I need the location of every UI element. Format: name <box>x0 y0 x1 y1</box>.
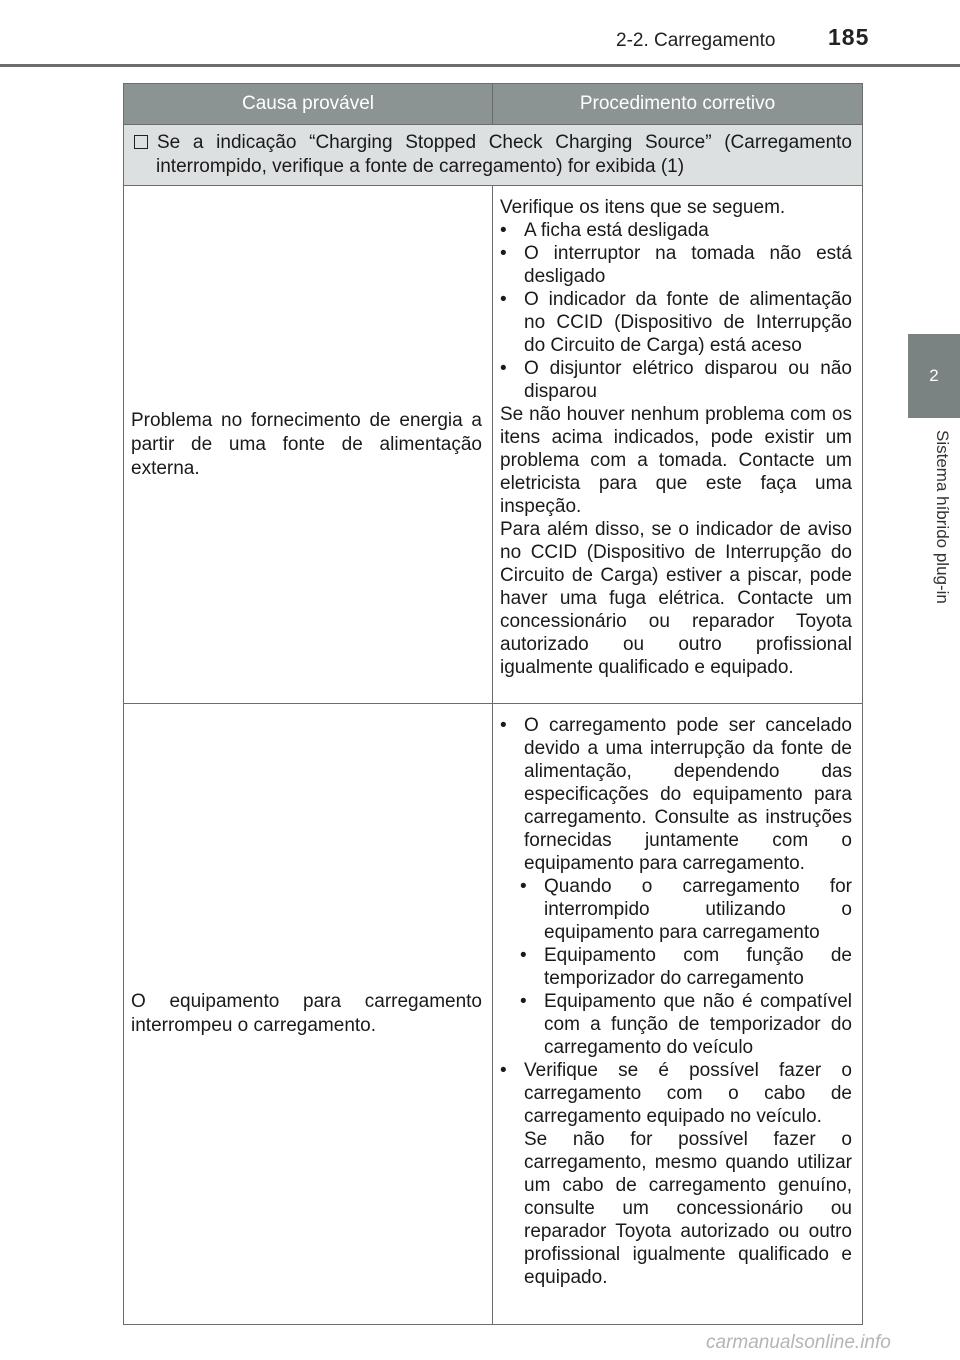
list-item-continuation: Se não for possível fazer o carregamento, mesmo quando utilizar um cabo de carregamento genuíno, consulte um concessionário ou reparador Toyota autorizado ou outro profissional igualmente qualificado e equipado. <box>524 1129 852 1288</box>
procedure-paragraph: Se não houver nenhum problema com os itens acima indicados, pode existir um problema com a tomada. Contacte um eletricista para que este faça uma inspeção. <box>500 404 852 517</box>
bullet-icon: • <box>500 243 507 264</box>
sub-list-item: • Equipamento com função de temporizador do carregamento <box>520 945 852 989</box>
sub-list-item: • Equipamento que não é compatível com a função de temporizador do carregamento do veículo <box>520 991 852 1058</box>
list-item: • O interruptor na tomada não está desligado <box>500 243 852 287</box>
table-row <box>124 704 863 1325</box>
list-item: • A ficha está desligada <box>500 220 709 241</box>
chapter-label: Sistema híbrido plug-in <box>933 430 952 604</box>
sub-list-item: • Quando o carregamento for interrompido utilizando o equipamento para carregamento <box>520 876 852 943</box>
header-divider <box>0 64 960 67</box>
condition-row <box>124 125 863 186</box>
bullet-icon: • <box>520 945 527 966</box>
condition-text: Se a indicação “Charging Stopped Check Charging Source” (Carregamento interrompido, verifique a fonte de carregamento) for exibida (1) <box>156 132 852 177</box>
list-item: • O disjuntor elétrico disparou ou não disparou <box>500 358 852 402</box>
table-row <box>124 186 863 704</box>
column-header-cause: Causa provável <box>124 84 493 125</box>
table-header-row <box>124 84 863 125</box>
bullet-icon: • <box>520 991 527 1012</box>
procedure-cell <box>493 186 863 704</box>
chapter-tab[interactable] <box>908 334 960 418</box>
page-number: 185 <box>828 24 870 50</box>
bullet-icon: • <box>520 876 527 897</box>
bullet-icon: • <box>500 715 507 736</box>
watermark-logo: carmanualsonline.info <box>706 1332 891 1353</box>
troubleshooting-table <box>123 83 863 1325</box>
condition-cell <box>124 125 863 186</box>
bullet-icon: • <box>500 1060 507 1081</box>
checkbox-icon <box>134 135 148 149</box>
chapter-number: 2 <box>929 366 939 385</box>
cause-cell: Problema no fornecimento de energia a partir de uma fonte de alimentação externa. <box>124 186 493 704</box>
procedure-paragraph: Para além disso, se o indicador de aviso no CCID (Dispositivo de Interrupção do Circuito de Carga) estiver a piscar, pode haver uma fuga elétrica. Contacte um concessionário ou reparador Toyota autorizado ou outro profissional igualmente qualificado e equipado. <box>500 519 852 678</box>
list-item: • O indicador da fonte de alimentação no CCID (Dispositivo de Interrupção do Circuito de Carga) está aceso <box>500 289 852 356</box>
column-header-procedure: Procedimento corretivo <box>493 84 863 125</box>
cause-cell: O equipamento para carregamento interrompeu o carregamento. <box>124 704 493 1325</box>
procedure-intro: Verifique os itens que se seguem. <box>500 197 786 218</box>
bullet-icon: • <box>500 220 507 241</box>
bullet-icon: • <box>500 358 507 379</box>
list-item: • Verifique se é possível fazer o carregamento com o cabo de carregamento equipado no veículo. <box>500 1060 852 1127</box>
bullet-icon: • <box>500 289 507 310</box>
section-title: 2-2. Carregamento <box>616 30 776 51</box>
list-item: • O carregamento pode ser cancelado devido a uma interrupção da fonte de alimentação, dependendo das especificações do equipamento para carregamento. Consulte as instruções fornecidas juntamente com o equipamento para carregamento. <box>500 715 852 874</box>
procedure-cell <box>493 704 863 1325</box>
